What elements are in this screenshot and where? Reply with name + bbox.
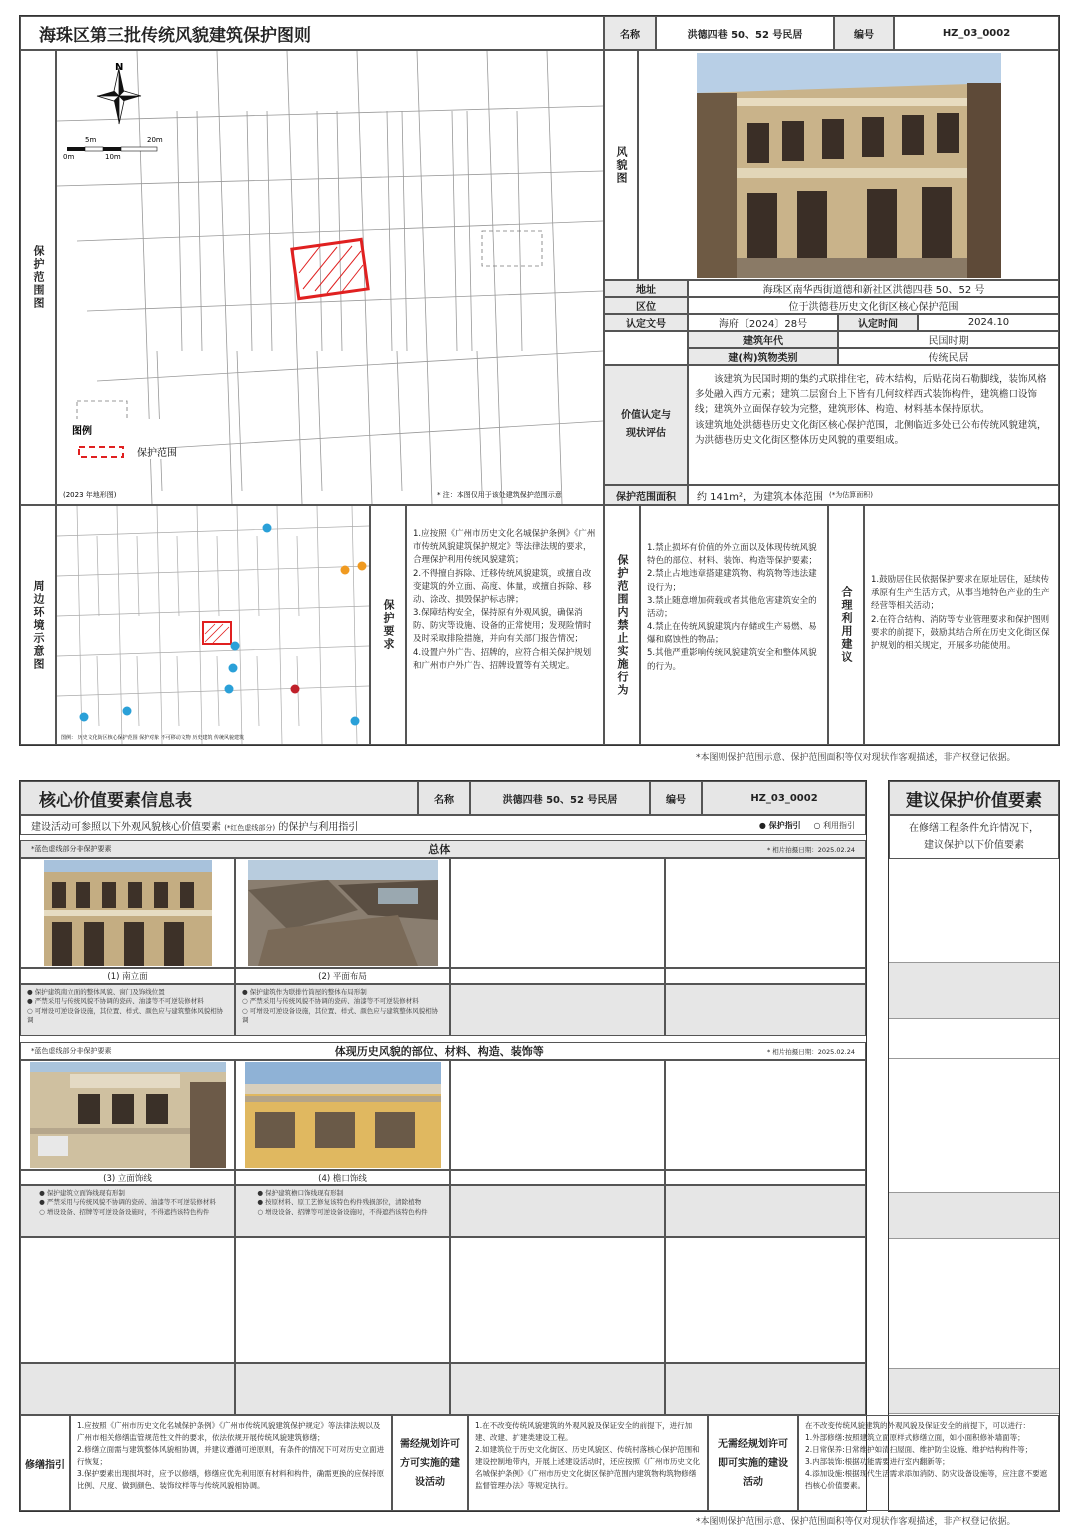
area-value: 约 141m²，为建筑本体范围 (697, 491, 824, 503)
scope-map-label-cell (20, 50, 56, 505)
use-text: 1.鼓励居住民依据保护要求在原址居住，延续传承原有生产生活方式，从事当地特色产业的生产经营等相关活动； 2.在符合结构、消防等专业管理要求和保护图则要求的前提下，鼓励其结合所在历史文化街区保护规划的相关规定，开展多功能使用。 (871, 575, 1050, 651)
empty-bul-1 (450, 984, 665, 1036)
name-label: 名称 (620, 29, 640, 41)
surround-map (56, 505, 370, 745)
sheet2-footnote: *本图则保护范围示意、保护范围面积等仅对现状作客观描述，非产权登记依据。 (696, 1517, 1016, 1527)
cap4-cell (235, 1170, 450, 1185)
empty-row-a3 (450, 1237, 665, 1363)
nopermit-text: 在不改变传统风貌建筑的外观风貌及保证安全的前提下，可以进行： 1.外部修缮:按照建筑立面原样式修缮立面，如小面积修补墙面等； 2.日常保养:日常维护如清扫屋面、维护防尘设施、维护结构构件等； 3.内部装饰:根据功能需要进行室内翻新等； 4.添加设施:根据现代生活需求添加消防、防灾设备设施等，应注意不要遮挡核心价值要素。 (805, 1421, 1048, 1490)
section2-header (20, 1042, 866, 1060)
ban-label-cell (604, 505, 640, 745)
code-label: 编号 (854, 29, 874, 41)
surround-label: 周边环境示意图 (32, 579, 45, 671)
repair-text: 1.应按照《广州市历史文化名城保护条例》《广州市传统风貌建筑保护规定》等法律法规以及广州市相关修缮监管规范性文件的要求，依法依规开展传统风貌建筑修缮； 2.修缮立面需与建筑整体风貌相协调，并建议遵循可逆原则，有条件的情况下可对历史立面进行恢复； 3.保护要素出现损坏时，应予以修缮，修缮应优先利用原有材料和构件，确需更换的应保持原比例、尺度、做到颜色、装饰纹样等与传统风貌相协调。 (77, 1421, 385, 1490)
era-value: 民国时期 (928, 336, 969, 347)
section2-title: 体现历史风貌的部位、材料、构造、装饰等 (334, 1045, 544, 1058)
photo-date-2: * 相片拍摄日期：2025.02.24 (766, 1047, 855, 1056)
empty-cap-2 (665, 968, 866, 984)
address-label-cell (604, 280, 688, 297)
cap3-cell (20, 1170, 235, 1185)
cap1-cell (20, 968, 235, 984)
empty-cap-1 (450, 968, 665, 984)
address-label: 地址 (636, 285, 656, 296)
empty-row-a2 (235, 1237, 450, 1363)
value-label: 价值认定与现状评估 (621, 410, 671, 439)
empty-cap-4 (665, 1170, 866, 1185)
req-label: 保护要求 (382, 599, 395, 651)
photo2-cell (235, 858, 450, 968)
date-value: 2024.10 (967, 317, 1010, 328)
empty-row-a4 (665, 1237, 866, 1363)
empty-cell-2 (665, 858, 866, 968)
name-value-cell (656, 16, 834, 50)
empty-row-b3 (450, 1363, 665, 1415)
sheet1-title: 海珠区第三批传统风貌建筑保护图则 (39, 25, 311, 46)
s2-name-label: 名称 (434, 794, 454, 806)
facade-photo (697, 53, 1001, 278)
area-value-cell (688, 485, 1059, 505)
nopermit-label: 无需经规划许可即可实施的建设活动 (718, 1438, 788, 1488)
area-note: (*为估算面积) (829, 491, 873, 499)
repair-text-cell (70, 1415, 392, 1511)
cap3: (3) 立面饰线 (103, 1173, 152, 1184)
side-title: 建议保护价值要素 (906, 790, 1042, 811)
legend-protect: ● 保护指引 (758, 820, 801, 830)
bul3-cell (20, 1185, 235, 1237)
bul1: ● 保护建筑南立面的整体风貌、窗门及饰线位置 ● 严禁采用与传统风貌不协调的瓷砖、油漆等不可逆装修材料 ○ 可增设可逆设备设施，其位置、样式、颜色应与建筑整体风貌相协调 (27, 988, 224, 1025)
era-label-cell (688, 331, 838, 348)
legend-item-label: 保护范围 (137, 448, 177, 459)
surround-label-cell (20, 505, 56, 745)
bul4-cell (235, 1185, 450, 1237)
zone-value: 位于洪德巷历史文化街区核心保护范围 (788, 302, 959, 313)
zone-value-cell (688, 297, 1059, 314)
bul1-cell (20, 984, 235, 1036)
code-value: HZ_03_0002 (942, 27, 1011, 39)
surround-legend: 图例： 历史文化街区核心保护范围 保护对象 不可移动文物 历史建筑 传统风貌建筑 (61, 735, 244, 741)
side-text-cell (889, 815, 1059, 859)
scope-map (56, 50, 604, 505)
type-value-cell (838, 348, 1059, 365)
cap2: (2) 平面布局 (318, 972, 367, 982)
side-rows (889, 859, 1059, 1414)
era-label: 建筑年代 (743, 336, 783, 347)
photo-south-facade (44, 860, 212, 966)
section1-title: 总体 (428, 843, 451, 856)
code-value-cell (894, 16, 1059, 50)
s2-code-value-cell (702, 781, 866, 815)
empty-row-b2 (235, 1363, 450, 1415)
sheet2-title: 核心价值要素信息表 (39, 790, 192, 811)
sheet2-title-cell (20, 781, 418, 815)
map-note: * 注：本图仅用于该处建筑保护范围示意 (437, 491, 562, 499)
permit-text-cell (468, 1415, 708, 1511)
doc-value: 海府〔2024〕28号 (718, 319, 808, 330)
date-value-cell (918, 314, 1059, 331)
permit-label-cell (392, 1415, 468, 1511)
name-value: 洪德四巷 50、52 号民居 (687, 29, 803, 41)
repair-label: 修缮指引 (25, 1459, 65, 1471)
type-label: 建(构)筑物类别 (728, 353, 798, 364)
empty-row-a1 (20, 1237, 235, 1363)
facade-label: 风貌图 (615, 145, 628, 185)
side-text: 在修缮工程条件允许情况下， 建议保护以下价值要素 (909, 823, 1039, 851)
date-label: 认定时间 (858, 319, 898, 330)
req-text: 1.应按照《广州市历史文化名城保护条例》《广州市传统风貌建筑保护规定》等法律法规的要求，合理保护利用传统风貌建筑； 2.不得擅自拆除、迁移传统风貌建筑，或擅自改变建筑的外立面、高度、体量，或擅自拆除、移动、涂改、损毁保护标志牌； 3.保障结构安全，保持原有外观风貌，确保消防、防灾等设施、设备的正常使用；发现险情时及时采取排险措施，并向有关部门报告情况； 4.设置户外广告、招牌的，应符合相关保护规划和广州市户外广告、招牌设置等有关规定。 (413, 529, 596, 671)
photo-date-1: * 相片拍摄日期：2025.02.24 (766, 845, 855, 854)
scale-label-20m: 20m (147, 136, 163, 144)
empty-cell-4 (665, 1060, 866, 1170)
bul3: ● 保护建筑立面饰线现有形制 ● 严禁采用与传统风貌不协调的瓷砖、油漆等不可逆装修材料 ○ 增设设备、招牌等可逆设备设施时，不得遮挡该特色构件 (39, 1189, 216, 1216)
empty-cap-3 (450, 1170, 665, 1185)
north-label: N (115, 62, 124, 73)
cap4: (4) 檐口饰线 (318, 1173, 367, 1184)
permit-label: 需经规划许可方可实施的建设活动 (400, 1438, 460, 1488)
scale-label-10m: 10m (105, 153, 121, 161)
ban-text: 1.禁止损坏有价值的外立面以及体现传统风貌特色的部位、材料、装饰、构造等保护要素； 2.禁止占地违章搭建建筑物、构筑物等违法建设行为； 3.禁止随意增加荷载或者其他危害建筑安全的活动； 4.禁止在传统风貌建筑内存储或生产易燃、易爆和腐蚀性的物品； 5.其他严重影响传统风貌建筑安全和整体风貌的行为。 (647, 543, 818, 672)
area-label-cell (604, 485, 688, 505)
date-label-cell (838, 314, 918, 331)
s2-name-value-cell (470, 781, 650, 815)
photo-facade-moulding (30, 1062, 226, 1168)
name-label-cell (604, 16, 656, 50)
guide-note: (*红色虚线部分) (224, 823, 276, 832)
scope-map-label: 保护范围图 (32, 245, 45, 310)
value-label-cell (604, 365, 688, 485)
address-value-cell (688, 280, 1059, 297)
s2-code-label: 编号 (666, 794, 686, 806)
empty-cell-1 (450, 858, 665, 968)
s2-code-value: HZ_03_0002 (750, 792, 818, 804)
blank-left-cell (604, 331, 688, 365)
empty-cell-3 (450, 1060, 665, 1170)
ban-text-cell (640, 505, 828, 745)
scale-label-0m: 0m (63, 153, 75, 161)
guide-row (20, 815, 866, 835)
bul4: ● 保护建筑檐口饰线现有形制 ● 按原材料、原工艺修复该特色构件残损部位，清除植物 ○ 增设设备、招牌等可逆设备设施时，不得遮挡该特色构件 (257, 1189, 428, 1216)
side-title-cell (889, 781, 1059, 815)
sheet1-footnote: *本图则保护范围示意、保护范围面积等仅对现状作客观描述，非产权登记依据。 (696, 753, 1016, 763)
type-label-cell (688, 348, 838, 365)
facade-label-cell (604, 50, 638, 280)
blue-note-2: *蓝色虚线部分非保护要素 (31, 1047, 112, 1055)
bul2: ● 保护建筑作为联排竹筒屋的整体布局形制 ○ 严禁采用与传统风貌不协调的瓷砖、油漆等不可逆装修材料 ○ 可增设可逆设备设施，其位置、样式、颜色应与建筑整体风貌相协调 (242, 988, 439, 1025)
area-label: 保护范围面积 (616, 491, 676, 503)
map-year: (2023 年地形图) (63, 491, 117, 499)
req-label-cell (370, 505, 406, 745)
legend-use: ○ 利用指引 (813, 820, 855, 830)
empty-bul-3 (450, 1185, 665, 1237)
guide-line (31, 818, 358, 833)
nopermit-text-cell (798, 1415, 1059, 1511)
zone-label-cell (604, 297, 688, 314)
era-value-cell (838, 331, 1059, 348)
photo3-cell (20, 1060, 235, 1170)
scale-label-5m: 5m (85, 136, 97, 144)
blue-note-1: *蓝色虚线部分非保护要素 (31, 845, 112, 853)
s2-code-label-cell (650, 781, 702, 815)
sheet1-title-cell (20, 16, 604, 50)
code-label-cell (834, 16, 894, 50)
empty-row-b1 (20, 1363, 235, 1415)
s2-name-value: 洪德四巷 50、52 号民居 (502, 794, 618, 806)
guide-tail: 的保护与利用指引 (278, 821, 359, 833)
facade-photo-cell (638, 50, 1059, 280)
empty-row-b4 (665, 1363, 866, 1415)
photo1-cell (20, 858, 235, 968)
ban-label: 保护范围内禁止实施行为 (616, 553, 629, 697)
type-value: 传统民居 (928, 353, 969, 364)
use-label-cell (828, 505, 864, 745)
doc-value-cell (688, 314, 838, 331)
photo-plan-layout (248, 860, 438, 966)
surround-map-svg (57, 506, 369, 744)
use-label: 合理利用建议 (840, 586, 853, 664)
guide-text: 建设活动可参照以下外观风貌核心价值要素 (31, 821, 221, 833)
s2-name-label-cell (418, 781, 470, 815)
section1-header (20, 840, 866, 858)
scope-map-svg (57, 51, 603, 504)
permit-text: 1.在不改变传统风貌建筑的外观风貌及保证安全的前提下，进行加建、改建、扩建类建设工程。 2.如建筑位于历史文化街区、历史风貌区、传统村落核心保护范围和建设控制地带内，开展上述建设活动时，还应按照《广州市历史文化名城保护条例》《广州市历史文化街区保护范围内建筑物构筑物修缮监督管理办法》等规定执行。 (475, 1421, 700, 1490)
repair-label-cell (20, 1415, 70, 1511)
empty-bul-2 (665, 984, 866, 1036)
address-value: 海珠区南华西街道德和新社区洪德四巷 50、52 号 (762, 285, 985, 296)
cap1: (1) 南立面 (107, 972, 148, 982)
doc-label-cell (604, 314, 688, 331)
value-text-cell (688, 365, 1059, 485)
use-text-cell (864, 505, 1059, 745)
empty-bul-4 (665, 1185, 866, 1237)
bul2-cell (235, 984, 450, 1036)
nopermit-label-cell (708, 1415, 798, 1511)
zone-label: 区位 (636, 302, 656, 313)
value-text: 该建筑为民国时期的集约式联排住宅，砖木结构，后贴花岗石勒脚线，装饰风格多处融入西方元素；建筑二层窗台上下皆有几何纹样西式装饰构件，建筑檐口设饰线；建筑外立面保存较为完整，建筑形体、构造、材料基本保持原状。 该建筑地处洪德巷历史文化街区核心保护范围，北侧临近多处已公布传统风貌建筑，为洪德巷历史文化街区整体历史风貌的重要组成。 (695, 374, 1047, 446)
legend-title: 图例 (72, 426, 92, 437)
doc-label: 认定文号 (626, 319, 666, 330)
req-text-cell (406, 505, 604, 745)
cap2-cell (235, 968, 450, 984)
photo-eave-moulding (245, 1062, 441, 1168)
photo4-cell (235, 1060, 450, 1170)
